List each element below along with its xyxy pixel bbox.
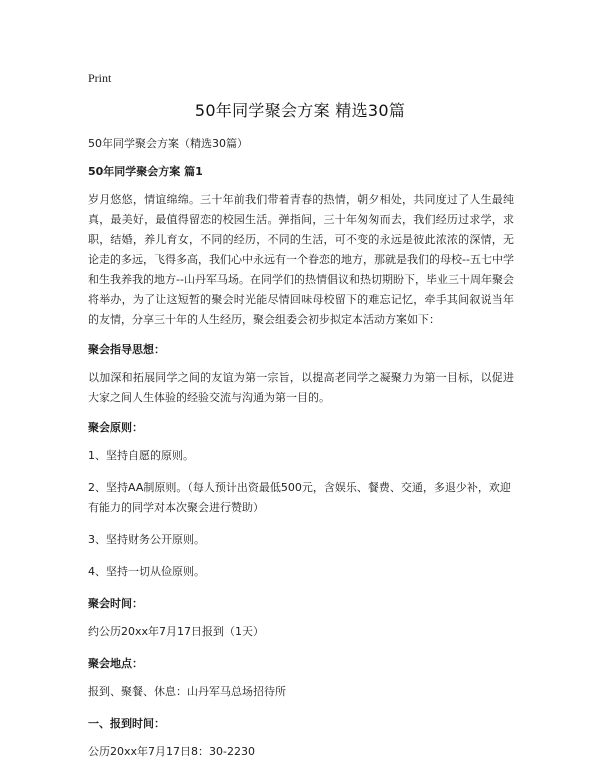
document-subtitle: 50年同学聚会方案（精选30篇）	[88, 137, 248, 150]
principle-item: 4、坚持一切从俭原则。	[88, 565, 205, 578]
place-text: 报到、聚餐、休息：山丹军马总场招待所	[88, 685, 286, 698]
principle-item: 1、坚持自愿的原则。	[88, 449, 194, 462]
time-heading: 聚会时间：	[88, 597, 143, 610]
guiding-heading: 聚会指导思想：	[88, 343, 165, 356]
checkin-heading: 一、报到时间：	[88, 717, 165, 730]
principles-heading: 聚会原则：	[88, 421, 143, 434]
section-heading: 50年同学聚会方案 篇1	[88, 165, 203, 178]
document-title: 50年同学聚会方案 精选30篇	[194, 101, 406, 120]
print-link[interactable]: Print	[88, 71, 112, 85]
intro-paragraph: 岁月悠悠，情谊绵绵。三十年前我们带着青春的热情，朝夕相处，共同度过了人生最纯真，最美好，最值得留恋的校园生活。弹指间，三十年匆匆而去，我们经历过求学，求职，结婚，养儿育女，不同的经历，不同的生活，可不变的永远是彼此浓浓的深情，无论走的多远，飞得多高，我们心中永远有一个眷恋的地方，那就是我们的母校--五七中学和生我养我的地方--山丹军马场。在同学们的热情倡议和热切期盼下，毕业三十周年聚会将举办，为了让这短暂的聚会时光能尽情回味母校留下的难忘记忆，牵手其间叙说当年的友情，分享三十年的人生经历，聚会组委会初步拟定本活动方案如下：	[88, 193, 514, 326]
checkin-text: 公历20xx年7月17日8：30-2230	[88, 745, 255, 758]
principle-item: 3、坚持财务公开原则。	[88, 533, 205, 546]
document-body	[88, 134, 514, 774]
place-heading: 聚会地点：	[88, 657, 143, 670]
time-text: 约公历20xx年7月17日报到（1天）	[88, 625, 265, 638]
principle-item: 2、坚持AA制原则。（每人预计出资最低500元，含娱乐、餐费、交通，多退少补，欢迎有能力的同学对本次聚会进行赞助）	[88, 481, 511, 514]
guiding-paragraph: 以加深和拓展同学之间的友谊为第一宗旨，以提高老同学之凝聚力为第一目标，以促进大家之间人生体验的经验交流与沟通为第一目的。	[88, 371, 514, 404]
